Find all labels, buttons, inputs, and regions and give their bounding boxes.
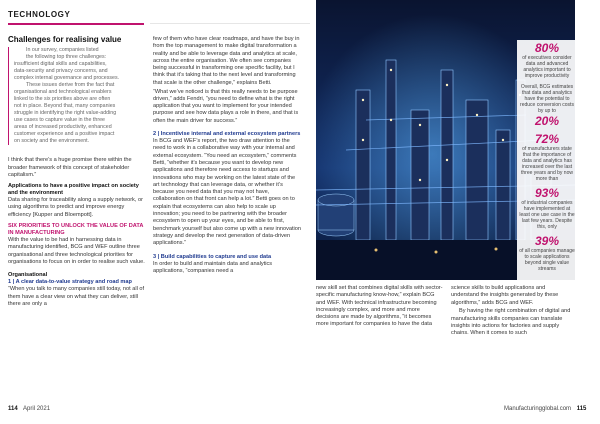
paragraph: By having the right combination of digital and manufacturing skills companies can translate insights into actions for factories and supply chains. When it comes to such xyxy=(451,308,571,337)
paragraph: new skill set that combines digital skills with sector-specific manufacturing know-how,” explain BCG and WEF. With technical infrastructure becoming increasingly complex, and more and more decisions are made by algorithms, “it becomes more important for companies to have the data xyxy=(316,285,443,328)
issue-date: April 2021 xyxy=(23,406,51,412)
paragraph: science skills to build applications and understand the insights generated by these algorithms,” adds BCG and WEF. xyxy=(451,285,559,306)
box-line: In our survey, companies listed xyxy=(26,47,99,54)
paragraph: With the value to be had in harnessing data in manufacturing identified, BCG and WEF outline three organisational and three technological priorities for organisations to focus on in order to realise such value. xyxy=(8,237,145,265)
challenges-heading: Challenges for realising value xyxy=(8,35,122,44)
paragraph: I think that there’s a huge promise there within the broader framework of this concept of stakeholder capitalism.” xyxy=(8,157,132,178)
stat-text: of executives consider data and advanced analytics important to improve productivity xyxy=(522,55,572,79)
subheading-strategy: 1 | A clear data-to-value strategy and road map xyxy=(8,279,132,286)
box-line: complex internal governance and processes. xyxy=(14,75,120,82)
stat-number: 39% xyxy=(534,234,560,248)
box-line: struggle in identifying the right value-adding xyxy=(14,110,117,117)
stat-text: of all companies manage to scale applications beyond single value streams xyxy=(519,248,575,272)
footer-right xyxy=(504,406,586,412)
subheading-ecosystem: 2 | Incentivise internal and external ecosystem partners xyxy=(153,131,301,138)
paragraph: Data sharing for traceability along a supply network, or using algorithms to predict and improve energy efficiency [Kupper and Bloempott]. xyxy=(8,197,143,218)
stat-number: 80% xyxy=(534,41,560,55)
box-line: areas of increased productivity, enhanced xyxy=(14,124,112,131)
page-number-right: 115 xyxy=(576,406,587,412)
box-line: not in place. Beyond that, many companies xyxy=(14,103,116,110)
box-line: linked to the six priorities above are often xyxy=(14,96,111,103)
box-line: data-security and privacy concerns, and xyxy=(14,68,108,75)
stat-number: 20% xyxy=(534,114,560,128)
box-line: insufficient digital skills and capabilities, xyxy=(14,61,107,68)
paragraph: In order to build and maintain data and analytics applications, “companies need a xyxy=(153,260,273,274)
challenges-box xyxy=(8,47,146,145)
stat-text: Overall, BCG estimates that data and analytics have the potential to reduce conversion costs by up to xyxy=(520,84,574,114)
box-line: customer experience and a positive impact xyxy=(14,131,115,138)
paragraph: In BCG and WEF’s report, the two draw attention to the need to work in a collaborative way with your internal and external ecosystem. “You need an ecosystem,” comments Betti, “whether it’s because you want to develop new applications and therefore need access to startups and innovations who may be working on the latest state of the art technology that can leverage data, or whether it’s because you need data that you may not have, collaboration on that front can help a lot.” Betti goes on to explain that ecosystems can also help to scale up innovation; you need to be partnering with the broader ecosystem to open up your eyes, and be able to first, benchmark yourself but also come up with a new innovation strategy and develop the next generation of data-driven applications.” xyxy=(153,138,302,247)
section-rule-secondary xyxy=(150,23,310,24)
stat-text: of manufacturers state that the importance of data and analytics has increased over the last three years and by now more than xyxy=(521,146,573,182)
box-line: use cases to capture value in the three xyxy=(14,117,105,124)
stat-number: 93% xyxy=(534,186,560,200)
paragraph: “When you talk to many companies still today, not all of them have a clear view on what they can deliver, still there are only a xyxy=(8,286,145,307)
box-line: on society and the environment. xyxy=(14,138,90,145)
subheading-organisational: Organisational xyxy=(8,272,48,279)
box-line: These issues derive from the fact that xyxy=(26,82,115,89)
stats-sidebar xyxy=(517,40,577,281)
site-name: Manufacturingglobal.com xyxy=(504,406,572,412)
section-tag: TECHNOLOGY xyxy=(8,10,71,19)
column-2 xyxy=(153,36,301,277)
subheading-capabilities: 3 | Build capabilities to capture and use data xyxy=(153,253,272,260)
column-4 xyxy=(451,285,571,339)
box-line: organisational and technological enablers xyxy=(14,89,112,96)
column-3 xyxy=(316,285,444,330)
section-rule xyxy=(8,23,144,25)
subheading-applications: Applications to have a positive impact on society and the environment xyxy=(8,183,139,197)
footer-left xyxy=(8,406,50,412)
box-line: the following top three challenges: xyxy=(26,54,107,61)
paragraph: few of them who have clear roadmaps, and have the buy in from the top management to make digital transformation a reality and be able to leverage data and analytics at scale, across the entire organisation. We often see companies being successful in transforming one specific facility, but I think that it’s taking that to the next level and transforming that scale is the other challenge,” explains Betti. xyxy=(153,36,300,86)
stat-text: of industrial companies have implemented at least one use case in the last few years. Despite this, only xyxy=(519,200,575,230)
stat-number: 72% xyxy=(534,132,560,146)
column-1 xyxy=(8,36,146,310)
page-number-left: 114 xyxy=(8,406,18,412)
subheading-six-priorities: SIX PRIORITIES TO UNLOCK THE VALUE OF DATA IN MANUFACTURING xyxy=(8,223,144,237)
paragraph: “What we’ve noticed is that this really needs to be purpose driven,” adds Fendri, “you need to define what is the right application that you want to implement for your intended purpose and see how data plays a role in there, and that is often the main driver for success.” xyxy=(153,88,299,124)
